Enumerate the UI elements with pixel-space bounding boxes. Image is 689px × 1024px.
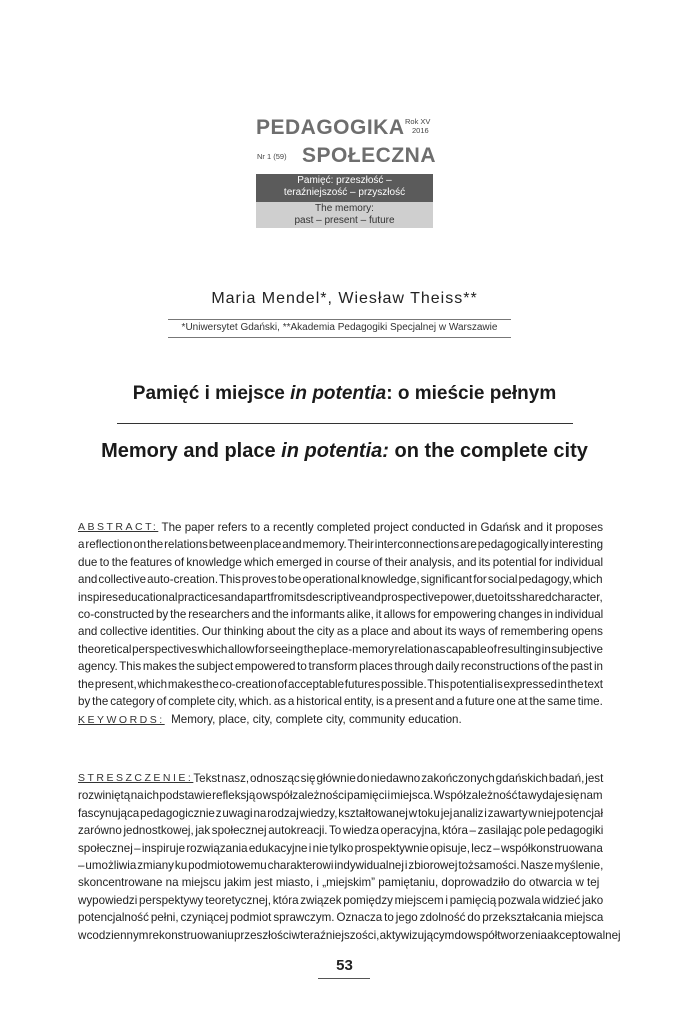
streszczenie xyxy=(78,770,621,944)
abstract-line-1: a reflection on the relations between place and memory. Their interconnections are pedagogically interesting xyxy=(78,538,604,552)
issue-theme-english-line-2: past – present – future xyxy=(294,215,395,226)
journal-year: 2016 xyxy=(412,126,429,135)
title-polish-italic: in potentia xyxy=(290,383,387,404)
affiliation: *Uniwersytet Gdański, **Akademia Pedagogiki Specjalnej w Warszawie xyxy=(181,322,498,333)
issue-theme-polish-line-2: teraźniejszość – przyszłość xyxy=(283,187,406,198)
title-polish-part-1: Pamięć i miejsce xyxy=(132,383,291,404)
streszczenie-line-6: skoncentrowane na miejscu jakim jest miasto, i „miejskim” pamiętaniu, doprowadziło do otwarcia w tej xyxy=(78,876,600,890)
issue-theme-english-line-1: The memory: xyxy=(315,203,374,214)
issue-theme-english xyxy=(256,202,433,228)
abstract-first-line xyxy=(78,519,603,536)
streszczenie-lines xyxy=(78,787,621,944)
journal-name-line-2: SPOŁECZNA xyxy=(302,144,437,167)
streszczenie-line-4: społecznej – inspiruje rozwiązania edukacyjne i nie tylko prospektywnie opisuje, lecz – współkonstruowana xyxy=(78,841,603,855)
abstract-line-5: co-constructed by the researchers and the informants alike, it allows for empowering changes in individual xyxy=(78,608,604,622)
abstract-line-3: and collective auto-creation. This proves to be operational knowledge, significant for social pedagogy, which xyxy=(78,573,603,587)
streszczenie-first-line xyxy=(78,770,603,787)
streszczenie-line-5: – umożliwia zmiany ku podmiotowemu charakterowi indywidualnej i zbiorowej tożsamości. Nasze myślenie, xyxy=(78,859,604,873)
streszczenie-line-2: fascynująca pedagogicznie z uwagi na rodzaj wiedzy, kształtowanej w toku jej analiz i zawarty w niej potencjał xyxy=(78,806,604,820)
abstract-label: ABSTRACT: xyxy=(78,521,159,533)
abstract-line-2: due to the features of knowledge which emerged in course of their analysis, and its potential for individual xyxy=(78,555,604,569)
page-number-rule xyxy=(318,978,370,979)
streszczenie-line-9: w codziennym rekonstruowaniu przeszłości w teraźniejszości, aktywizującym do współtworzenia akceptowalnej xyxy=(78,928,621,942)
streszczenie-line-8: potencjalność pełni, czyniącej podmiot sprawczym. Oznacza to jego zdolność do przekształcania miejsca xyxy=(78,911,604,925)
title-english xyxy=(0,440,689,463)
abstract-line-10: by the category of complete city, which. as a historical entity, is a present and a future one at the same time. xyxy=(78,695,603,709)
title-polish xyxy=(0,383,689,405)
title-english-part-1: Memory and place xyxy=(101,440,282,462)
streszczenie-line-1: rozwiniętą na ich podstawie refleksją o współzależności pamięci i miejsca. Współzależność ta wydaje się nam xyxy=(78,789,603,803)
abstract-line-9: the present, which makes the co-creation of acceptable futures possible. This potential is expressed in the text xyxy=(78,677,603,691)
abstract xyxy=(78,519,603,710)
keywords-label: KEYWORDS: xyxy=(78,714,165,726)
streszczenie-line-7: wypowiedzi perspektywy teoretycznej, która związek pomiędzy miejscem i pamięcią pozwala widzieć jako xyxy=(78,893,604,907)
abstract-line-6: and collective identities. Our thinking about the city as a place and about its ways of remembering opens xyxy=(78,625,603,639)
abstract-lines xyxy=(78,536,603,710)
streszczenie-label: STRESZCZENIE: xyxy=(78,772,194,784)
affiliation-rule-top xyxy=(168,319,511,320)
title-english-part-2: on the complete city xyxy=(388,440,588,462)
page-number: 53 xyxy=(336,957,353,974)
keywords xyxy=(78,711,603,729)
abstract-line-8: agency. This makes the subject empowered to transform places through daily reconstructions of the past in xyxy=(78,660,603,674)
issue-theme-polish-line-1: Pamięć: przeszłość – xyxy=(297,175,392,186)
title-divider xyxy=(117,423,573,424)
issue-theme-polish xyxy=(256,174,433,202)
affiliation-rule-bottom xyxy=(168,337,511,338)
streszczenie-line-0: Tekst nasz, odnosząc się głównie do niedawno zakończonych gdańskich badań, jest xyxy=(193,772,604,785)
title-english-italic: in potentia: xyxy=(281,440,389,462)
title-polish-part-2: : o mieście pełnym xyxy=(386,383,557,404)
journal-year-label: Rok XV xyxy=(405,117,431,126)
streszczenie-line-3: zarówno jednostkowej, jak społecznej autokreacji. To wiedza operacyjna, która – zasilając pole pedagogiki xyxy=(78,824,604,838)
abstract-line-7: theoretical perspectives which allow for seeing the place-memory relation as capable of resulting in subjective xyxy=(78,642,603,656)
journal-issue: Nr 1 (59) xyxy=(257,152,287,161)
abstract-line-0: The paper refers to a recently completed project conducted in Gdańsk and it proposes xyxy=(161,521,603,534)
abstract-line-4: inspires educational practices and apart from its descriptive and prospective power, due to its shared character, xyxy=(78,590,603,604)
keywords-text: Memory, place, city, complete city, community education. xyxy=(171,713,462,726)
authors: Maria Mendel*, Wiesław Theiss** xyxy=(211,290,478,307)
journal-name-line-1: PEDAGOGIKA xyxy=(256,116,405,139)
